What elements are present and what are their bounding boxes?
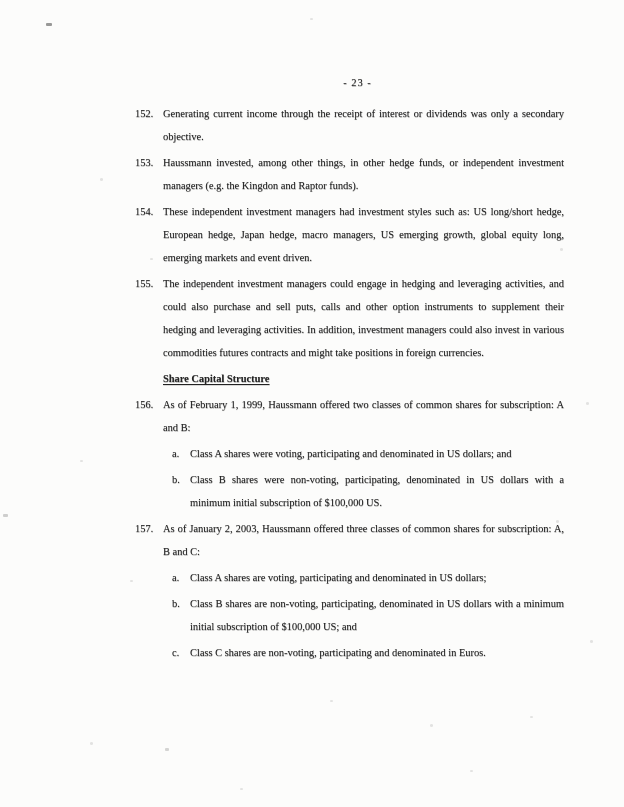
scan-speckle — [310, 18, 313, 20]
scan-speckle — [330, 700, 333, 702]
list-item-text: Class A shares are voting, participating and denominated in US dollars; — [190, 573, 487, 584]
list-marker: b. — [172, 475, 180, 486]
paragraph-156 — [135, 394, 564, 440]
list-item-text: Class B shares were non-voting, participating, denominated in US dollars with a minimum initial subscription of $100,000 US. — [190, 475, 564, 509]
list-item-156a — [172, 443, 564, 466]
paragraph-number: 153. — [135, 158, 154, 169]
scan-mark — [3, 514, 8, 517]
scan-mark — [165, 748, 169, 751]
list-item-text: Class B shares are non-voting, participating, denominated in US dollars with a minimum initial subscription of $100,000 US; and — [190, 599, 564, 633]
paragraph-number: 156. — [135, 400, 154, 411]
scan-speckle — [240, 788, 243, 790]
scan-speckle — [430, 724, 433, 727]
list-item-157b — [172, 593, 564, 639]
list-marker: a. — [172, 449, 180, 460]
scan-speckle — [90, 742, 93, 745]
paragraph-text: These independent investment managers had investment styles such as: US long/short hedge, European hedge, Japan hedge, macro managers, US emerging growth, global equity long, emerging markets and event driven. — [163, 207, 564, 264]
scan-speckle — [590, 640, 593, 643]
list-item-157a — [172, 567, 564, 590]
scan-speckle — [586, 402, 589, 405]
list-item-text: Class C shares are non-voting, participating and denominated in Euros. — [190, 648, 486, 659]
list-item-156b — [172, 469, 564, 515]
paragraph-number: 154. — [135, 207, 154, 218]
section-heading: Share Capital Structure — [163, 374, 270, 385]
paragraph-number: 152. — [135, 109, 154, 120]
scan-speckle — [530, 716, 533, 718]
paragraph-number: 157. — [135, 524, 154, 535]
list-item-157c — [172, 642, 564, 665]
scan-speckle — [130, 580, 133, 582]
paragraph-153 — [135, 152, 564, 198]
scan-speckle — [470, 770, 473, 772]
scan-noise — [0, 0, 1, 1]
list-marker: b. — [172, 599, 180, 610]
paragraph-text: The independent investment managers could engage in hedging and leveraging activities, and could also purchase and sell puts, calls and other option instruments to supplement their hedging and leveraging activities. In addition, investment managers could also invest in various commodities futures contracts and might take positions in foreign currencies. — [163, 279, 564, 359]
paragraph-text: Generating current income through the receipt of interest or dividends was only a secondary objective. — [163, 109, 564, 143]
paragraph-154 — [135, 201, 564, 270]
page-number: - 23 - — [343, 78, 372, 89]
paragraph-text: As of February 1, 1999, Haussmann offered two classes of common shares for subscription: A and B: — [163, 400, 564, 434]
scan-mark — [46, 23, 52, 26]
paragraph-text: Haussmann invested, among other things, in other hedge funds, or independent investment managers (e.g. the Kingdon and Raptor funds). — [163, 158, 564, 192]
paragraph-number: 155. — [135, 279, 154, 290]
paragraph-text: As of January 2, 2003, Haussmann offered three classes of common shares for subscription: A, B and C: — [163, 524, 564, 558]
scan-speckle — [80, 460, 83, 462]
scan-speckle — [100, 178, 103, 181]
list-marker: c. — [172, 648, 180, 659]
list-item-text: Class A shares were voting, participating and denominated in US dollars; and — [190, 449, 512, 460]
list-marker: a. — [172, 573, 180, 584]
paragraph-157 — [135, 518, 564, 564]
paragraph-155 — [135, 273, 564, 365]
paragraph-152 — [135, 103, 564, 149]
